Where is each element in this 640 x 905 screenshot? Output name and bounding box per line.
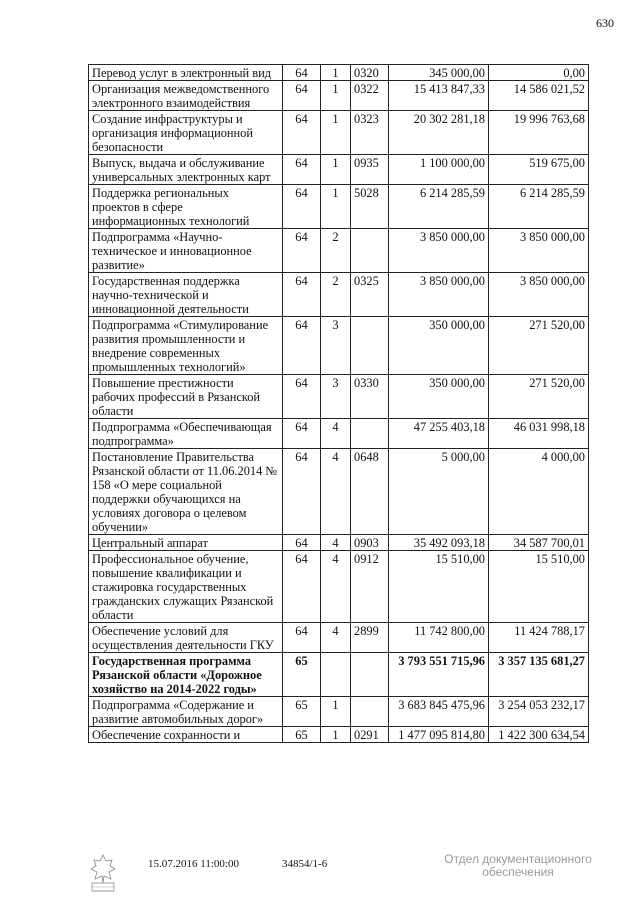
row-code-cell: 0323: [351, 111, 389, 155]
row-subprogram-cell: 1: [321, 155, 351, 185]
row-subprogram-cell: 4: [321, 449, 351, 535]
row-subprogram-cell: 1: [321, 111, 351, 155]
footer-department-stamp: [418, 853, 618, 879]
row-name-cell: Подпрограмма «Научно-техническое и инновационное развитие»: [89, 229, 283, 273]
row-amount-executed-cell: 3 357 135 681,27: [489, 653, 589, 697]
budget-table: [88, 64, 589, 743]
row-amount-executed-cell: 3 850 000,00: [489, 229, 589, 273]
row-program-cell: 64: [283, 535, 321, 551]
row-code-cell: 0903: [351, 535, 389, 551]
row-amount-planned-cell: 3 850 000,00: [389, 273, 489, 317]
table-row: [89, 535, 589, 551]
row-name-cell: Подпрограмма «Стимулирование развития промышленности и внедрение современных промышленных технологий»: [89, 317, 283, 375]
row-name-cell: Поддержка региональных проектов в сфере информационных технологий: [89, 185, 283, 229]
table-row: [89, 697, 589, 727]
row-program-cell: 64: [283, 65, 321, 81]
row-name-cell: Организация межведомственного электронного взаимодействия: [89, 81, 283, 111]
row-code-cell: 0912: [351, 551, 389, 623]
row-amount-planned-cell: 1 100 000,00: [389, 155, 489, 185]
row-code-cell: 0330: [351, 375, 389, 419]
table-row: [89, 449, 589, 535]
row-code-cell: [351, 697, 389, 727]
row-amount-planned-cell: 345 000,00: [389, 65, 489, 81]
footer-date: 15.07.2016 11:00:00: [148, 858, 239, 870]
row-amount-planned-cell: 5 000,00: [389, 449, 489, 535]
department-line-1: Отдел документационного: [444, 852, 592, 866]
table-row: [89, 111, 589, 155]
row-program-cell: 65: [283, 653, 321, 697]
row-code-cell: 0325: [351, 273, 389, 317]
department-line-2: обеспечения: [482, 865, 554, 879]
row-name-cell: Обеспечение условий для осуществления деятельности ГКУ: [89, 623, 283, 653]
table-row: [89, 375, 589, 419]
coat-of-arms-emblem: [88, 853, 118, 893]
row-program-cell: 64: [283, 81, 321, 111]
table-row: [89, 81, 589, 111]
row-amount-executed-cell: 1 422 300 634,54: [489, 727, 589, 743]
row-subprogram-cell: 3: [321, 375, 351, 419]
row-name-cell: Подпрограмма «Содержание и развитие автомобильных дорог»: [89, 697, 283, 727]
row-subprogram-cell: 1: [321, 185, 351, 229]
row-program-cell: 64: [283, 623, 321, 653]
row-amount-executed-cell: 19 996 763,68: [489, 111, 589, 155]
table-row: [89, 623, 589, 653]
row-code-cell: 0320: [351, 65, 389, 81]
row-amount-planned-cell: 47 255 403,18: [389, 419, 489, 449]
table-row: [89, 419, 589, 449]
row-subprogram-cell: 1: [321, 697, 351, 727]
table-row: [89, 229, 589, 273]
row-amount-planned-cell: 350 000,00: [389, 317, 489, 375]
row-amount-planned-cell: 6 214 285,59: [389, 185, 489, 229]
row-name-cell: Постановление Правительства Рязанской области от 11.06.2014 № 158 «О мере социальной поддержки обучающихся на условиях договора о целевом обучении»: [89, 449, 283, 535]
row-subprogram-cell: 4: [321, 535, 351, 551]
row-subprogram-cell: [321, 653, 351, 697]
row-code-cell: 0291: [351, 727, 389, 743]
row-amount-executed-cell: 519 675,00: [489, 155, 589, 185]
row-code-cell: 2899: [351, 623, 389, 653]
table-row: [89, 653, 589, 697]
page-footer: [0, 853, 640, 903]
table-row: [89, 65, 589, 81]
row-name-cell: Государственная поддержка научно-технической и инновационной деятельности: [89, 273, 283, 317]
table-row: [89, 727, 589, 743]
row-program-cell: 64: [283, 155, 321, 185]
row-program-cell: 64: [283, 273, 321, 317]
row-code-cell: 5028: [351, 185, 389, 229]
row-name-cell: Выпуск, выдача и обслуживание универсальных электронных карт: [89, 155, 283, 185]
row-program-cell: 65: [283, 697, 321, 727]
row-code-cell: 0935: [351, 155, 389, 185]
row-amount-planned-cell: 3 850 000,00: [389, 229, 489, 273]
footer-doc-number: 34854/1-6: [282, 858, 328, 870]
row-amount-executed-cell: 34 587 700,01: [489, 535, 589, 551]
row-code-cell: [351, 653, 389, 697]
row-subprogram-cell: 2: [321, 273, 351, 317]
row-program-cell: 64: [283, 317, 321, 375]
row-amount-planned-cell: 15 413 847,33: [389, 81, 489, 111]
row-amount-planned-cell: 15 510,00: [389, 551, 489, 623]
row-amount-planned-cell: 35 492 093,18: [389, 535, 489, 551]
row-name-cell: Повышение престижности рабочих профессий в Рязанской области: [89, 375, 283, 419]
row-name-cell: Обеспечение сохранности и: [89, 727, 283, 743]
row-amount-planned-cell: 20 302 281,18: [389, 111, 489, 155]
row-name-cell: Профессиональное обучение, повышение квалификации и стажировка государственных гражданских служащих Рязанской области: [89, 551, 283, 623]
row-program-cell: 64: [283, 111, 321, 155]
row-program-cell: 64: [283, 229, 321, 273]
row-subprogram-cell: 1: [321, 727, 351, 743]
row-amount-executed-cell: 6 214 285,59: [489, 185, 589, 229]
row-name-cell: Государственная программа Рязанской области «Дорожное хозяйство на 2014-2022 годы»: [89, 653, 283, 697]
row-subprogram-cell: 1: [321, 81, 351, 111]
row-name-cell: Создание инфраструктуры и организация информационной безопасности: [89, 111, 283, 155]
row-amount-executed-cell: 14 586 021,52: [489, 81, 589, 111]
page-number: 630: [596, 16, 614, 30]
row-program-cell: 64: [283, 449, 321, 535]
row-amount-executed-cell: 11 424 788,17: [489, 623, 589, 653]
row-amount-executed-cell: 4 000,00: [489, 449, 589, 535]
table-row: [89, 155, 589, 185]
row-name-cell: Перевод услуг в электронный вид: [89, 65, 283, 81]
row-code-cell: 0322: [351, 81, 389, 111]
row-amount-executed-cell: 271 520,00: [489, 317, 589, 375]
table-row: [89, 273, 589, 317]
row-name-cell: Центральный аппарат: [89, 535, 283, 551]
table-row: [89, 317, 589, 375]
row-amount-planned-cell: 3 793 551 715,96: [389, 653, 489, 697]
row-subprogram-cell: 4: [321, 623, 351, 653]
row-program-cell: 64: [283, 551, 321, 623]
table-row: [89, 551, 589, 623]
row-name-cell: Подпрограмма «Обеспечивающая подпрограмма»: [89, 419, 283, 449]
row-subprogram-cell: 4: [321, 419, 351, 449]
row-program-cell: 64: [283, 375, 321, 419]
row-subprogram-cell: 1: [321, 65, 351, 81]
row-subprogram-cell: 2: [321, 229, 351, 273]
row-program-cell: 64: [283, 419, 321, 449]
row-amount-planned-cell: 3 683 845 475,96: [389, 697, 489, 727]
row-subprogram-cell: 3: [321, 317, 351, 375]
row-amount-executed-cell: 271 520,00: [489, 375, 589, 419]
row-program-cell: 64: [283, 185, 321, 229]
row-amount-executed-cell: 0,00: [489, 65, 589, 81]
row-amount-executed-cell: 3 850 000,00: [489, 273, 589, 317]
row-amount-executed-cell: 3 254 053 232,17: [489, 697, 589, 727]
row-code-cell: [351, 317, 389, 375]
row-amount-executed-cell: 46 031 998,18: [489, 419, 589, 449]
row-amount-planned-cell: 1 477 095 814,80: [389, 727, 489, 743]
row-amount-planned-cell: 11 742 800,00: [389, 623, 489, 653]
row-program-cell: 65: [283, 727, 321, 743]
row-amount-executed-cell: 15 510,00: [489, 551, 589, 623]
row-code-cell: [351, 419, 389, 449]
table-row: [89, 185, 589, 229]
row-amount-planned-cell: 350 000,00: [389, 375, 489, 419]
row-subprogram-cell: 4: [321, 551, 351, 623]
row-code-cell: 0648: [351, 449, 389, 535]
row-code-cell: [351, 229, 389, 273]
